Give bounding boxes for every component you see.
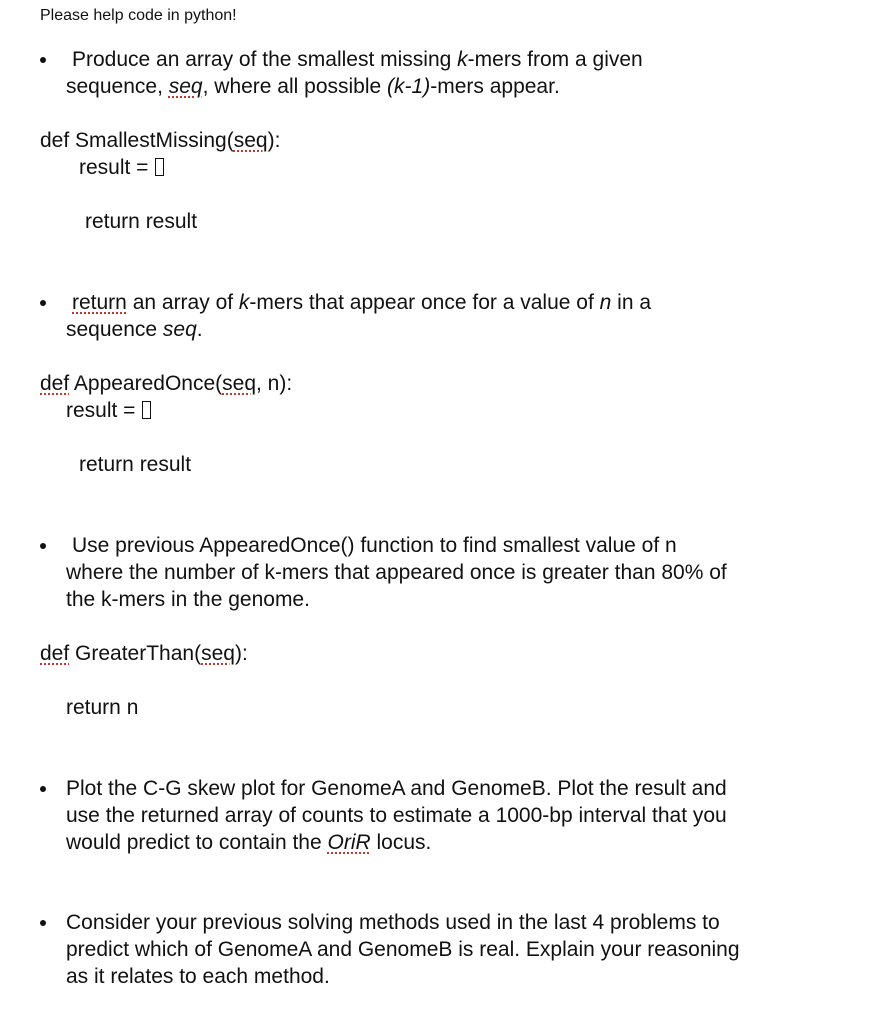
bullet-4-dot bbox=[40, 786, 46, 792]
header-text: Please help code in python! bbox=[40, 7, 237, 24]
bullet-1-line-2: sequence, seq, where all possible (k-1)-mers appear. bbox=[66, 75, 560, 98]
bullet-3-dot bbox=[40, 543, 46, 549]
code-3-def: def GreaterThan(seq): bbox=[40, 642, 248, 665]
bullet-2-line-1: return an array of k-mers that appear once for a value of n in a bbox=[72, 291, 652, 314]
code-1-return: return result bbox=[85, 210, 198, 233]
empty-list-glyph bbox=[155, 158, 164, 176]
bullet-5-line-3: as it relates to each method. bbox=[66, 965, 330, 988]
code-2-result: result = bbox=[66, 397, 151, 424]
bullet-4-line-2: use the returned array of counts to estimate a 1000-bp interval that you bbox=[66, 804, 727, 827]
bullet-1-line-1: Produce an array of the smallest missing k-mers from a given bbox=[72, 48, 643, 71]
bullet-3-line-1: Use previous AppearedOnce() function to find smallest value of n bbox=[72, 534, 677, 557]
bullet-4-line-1: Plot the C-G skew plot for GenomeA and GenomeB. Plot the result and bbox=[66, 777, 727, 800]
bullet-5-line-1: Consider your previous solving methods used in the last 4 problems to bbox=[66, 911, 720, 934]
empty-list-glyph bbox=[142, 401, 151, 419]
code-2-return: return result bbox=[79, 453, 192, 476]
bullet-3-line-2: where the number of k-mers that appeared once is greater than 80% of bbox=[66, 561, 727, 584]
bullet-2-line-2: sequence seq. bbox=[66, 318, 203, 341]
bullet-2-dot bbox=[40, 300, 46, 306]
code-1-def: def SmallestMissing(seq): bbox=[40, 129, 281, 152]
bullet-1-dot bbox=[40, 57, 46, 63]
code-3-return: return n bbox=[66, 696, 139, 719]
bullet-5-dot bbox=[40, 920, 46, 926]
bullet-4-line-3: would predict to contain the OriR locus. bbox=[66, 831, 432, 854]
bullet-5-line-2: predict which of GenomeA and GenomeB is real. Explain your reasoning bbox=[66, 938, 740, 961]
code-2-def: def AppearedOnce(seq, n): bbox=[40, 372, 293, 395]
code-1-result: result = bbox=[79, 154, 164, 181]
bullet-3-line-3: the k-mers in the genome. bbox=[66, 588, 310, 611]
